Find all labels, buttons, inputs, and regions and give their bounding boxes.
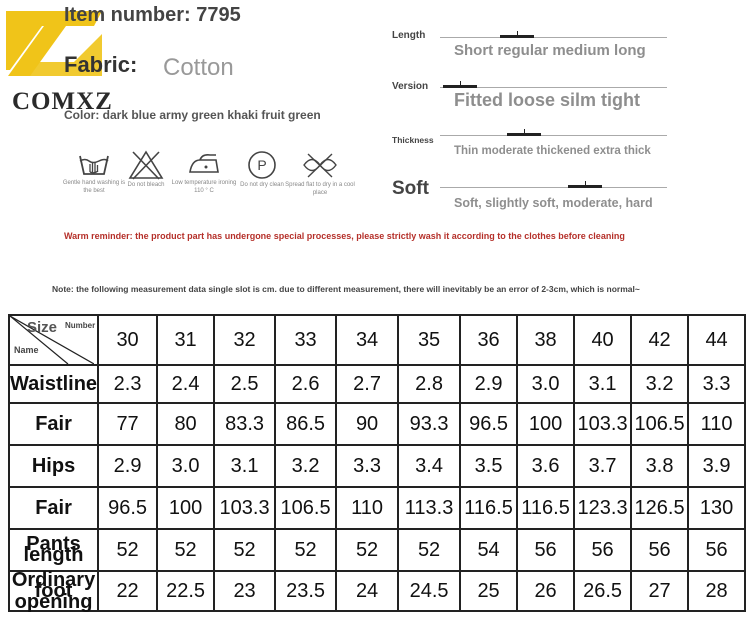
table-row (9, 445, 745, 487)
value-cell: 2.6 (275, 365, 336, 403)
row-label: Hips (9, 445, 98, 487)
property-marker-tick (517, 31, 518, 37)
size-cell: 34 (336, 315, 398, 365)
care-item-dry-flat (284, 150, 356, 197)
value-cell: 3.7 (574, 445, 631, 487)
dry-clean-icon (246, 150, 278, 180)
table-row (9, 365, 745, 403)
value-cell: 23 (214, 571, 275, 611)
value-cell: 22.5 (157, 571, 214, 611)
value-cell: 54 (460, 529, 517, 571)
item-number: Item number: 7795 (64, 4, 241, 26)
property-scale-soft (440, 187, 667, 188)
table-row (9, 487, 745, 529)
value-cell: 116.5 (517, 487, 574, 529)
value-cell: 3.2 (631, 365, 688, 403)
property-options-thickness: Thin moderate thickened extra thick (454, 145, 651, 157)
value-cell: 103.3 (574, 403, 631, 445)
value-cell: 3.3 (336, 445, 398, 487)
header-name-label: Name (14, 345, 39, 355)
iron-icon (186, 150, 222, 178)
value-cell: 103.3 (214, 487, 275, 529)
value-cell: 3.0 (157, 445, 214, 487)
value-cell: 126.5 (631, 487, 688, 529)
value-cell: 2.8 (398, 365, 460, 403)
size-header-row (9, 315, 745, 365)
property-scale-thickness (440, 135, 667, 136)
property-marker-tick (460, 81, 461, 87)
value-cell: 96.5 (98, 487, 157, 529)
property-label-length: Length (392, 30, 426, 41)
table-row (9, 529, 745, 571)
property-scale-length (440, 37, 667, 38)
value-cell: 52 (398, 529, 460, 571)
value-cell: 100 (157, 487, 214, 529)
dry-flat-icon (300, 150, 340, 180)
value-cell: 2.4 (157, 365, 214, 403)
value-cell: 2.5 (214, 365, 275, 403)
value-cell: 3.8 (631, 445, 688, 487)
row-label: Ordinary foot opening (9, 571, 98, 611)
hand-wash-icon (77, 150, 111, 178)
table-row (9, 571, 745, 611)
size-cell: 31 (157, 315, 214, 365)
value-cell: 123.3 (574, 487, 631, 529)
value-cell: 3.5 (460, 445, 517, 487)
value-cell: 3.3 (688, 365, 745, 403)
value-cell: 23.5 (275, 571, 336, 611)
value-cell: 3.1 (574, 365, 631, 403)
size-cell: 44 (688, 315, 745, 365)
value-cell: 2.9 (98, 445, 157, 487)
value-cell: 93.3 (398, 403, 460, 445)
size-cell: 30 (98, 315, 157, 365)
property-label-thickness: Thickness (392, 135, 434, 145)
value-cell: 3.0 (517, 365, 574, 403)
value-cell: 24 (336, 571, 398, 611)
value-cell: 26 (517, 571, 574, 611)
value-cell: 3.1 (214, 445, 275, 487)
size-cell: 35 (398, 315, 460, 365)
value-cell: 110 (336, 487, 398, 529)
property-options-soft: Soft, slightly soft, moderate, hard (454, 196, 653, 210)
table-header-corner (9, 315, 98, 365)
value-cell: 106.5 (275, 487, 336, 529)
property-options-version: Fitted loose silm tight (454, 90, 641, 110)
value-cell: 110 (688, 403, 745, 445)
value-cell: 2.3 (98, 365, 157, 403)
value-cell: 113.3 (398, 487, 460, 529)
value-cell: 28 (688, 571, 745, 611)
size-cell: 40 (574, 315, 631, 365)
value-cell: 3.9 (688, 445, 745, 487)
care-label: Gentle hand washing is the best (62, 180, 126, 194)
property-marker-tick (585, 181, 586, 187)
value-cell: 56 (517, 529, 574, 571)
size-cell: 38 (517, 315, 574, 365)
table-row (9, 403, 745, 445)
size-cell: 36 (460, 315, 517, 365)
care-label: Spread flat to dry in a cool place (285, 182, 355, 196)
value-cell: 22 (98, 571, 157, 611)
measurement-note: Note: the following measurement data single slot is cm. due to different measurement, there will inevitably be an error of 2-3cm, which is normal~ (52, 284, 640, 294)
value-cell: 77 (98, 403, 157, 445)
value-cell: 86.5 (275, 403, 336, 445)
value-cell: 90 (336, 403, 398, 445)
property-marker-tick (524, 129, 525, 135)
value-cell: 80 (157, 403, 214, 445)
brand-logo-text: COMXZ (12, 88, 113, 115)
value-cell: 52 (275, 529, 336, 571)
property-options-length: Short regular medium long (454, 42, 646, 59)
value-cell: 3.2 (275, 445, 336, 487)
fabric-value: Cotton (163, 54, 234, 81)
value-cell: 25 (460, 571, 517, 611)
color-options: Color: dark blue army green khaki fruit green (64, 108, 321, 122)
value-cell: 52 (98, 529, 157, 571)
header-size-label: Size (27, 319, 58, 336)
property-label-version: Version (392, 81, 429, 92)
value-cell: 3.4 (398, 445, 460, 487)
care-label: Do not bleach (127, 182, 165, 188)
warm-reminder: Warm reminder: the product part has undergone special processes, please strictly wash it according to the clothes before cleaning (64, 231, 625, 241)
row-label: Waistline (9, 365, 98, 403)
value-cell: 24.5 (398, 571, 460, 611)
header-number-label: Number (65, 321, 96, 330)
row-label: Fair (9, 487, 98, 529)
value-cell: 130 (688, 487, 745, 529)
size-table (8, 314, 746, 612)
do-not-bleach-icon (128, 150, 164, 180)
value-cell: 56 (631, 529, 688, 571)
svg-text:P: P (257, 157, 267, 173)
care-label: Low temperature ironing 110 ° C (171, 180, 237, 194)
value-cell: 106.5 (631, 403, 688, 445)
value-cell: 2.9 (460, 365, 517, 403)
value-cell: 3.6 (517, 445, 574, 487)
value-cell: 26.5 (574, 571, 631, 611)
value-cell: 2.7 (336, 365, 398, 403)
value-cell: 52 (336, 529, 398, 571)
row-label: Fair (9, 403, 98, 445)
property-label-soft: Soft (392, 178, 429, 199)
value-cell: 116.5 (460, 487, 517, 529)
value-cell: 52 (157, 529, 214, 571)
row-label: Pants length (9, 529, 98, 571)
fabric-label: Fabric: (64, 52, 138, 77)
value-cell: 96.5 (460, 403, 517, 445)
value-cell: 52 (214, 529, 275, 571)
size-cell: 42 (631, 315, 688, 365)
value-cell: 100 (517, 403, 574, 445)
value-cell: 56 (574, 529, 631, 571)
value-cell: 27 (631, 571, 688, 611)
value-cell: 83.3 (214, 403, 275, 445)
size-cell: 33 (275, 315, 336, 365)
size-cell: 32 (214, 315, 275, 365)
value-cell: 56 (688, 529, 745, 571)
care-label: Do not dry clean (240, 182, 284, 188)
